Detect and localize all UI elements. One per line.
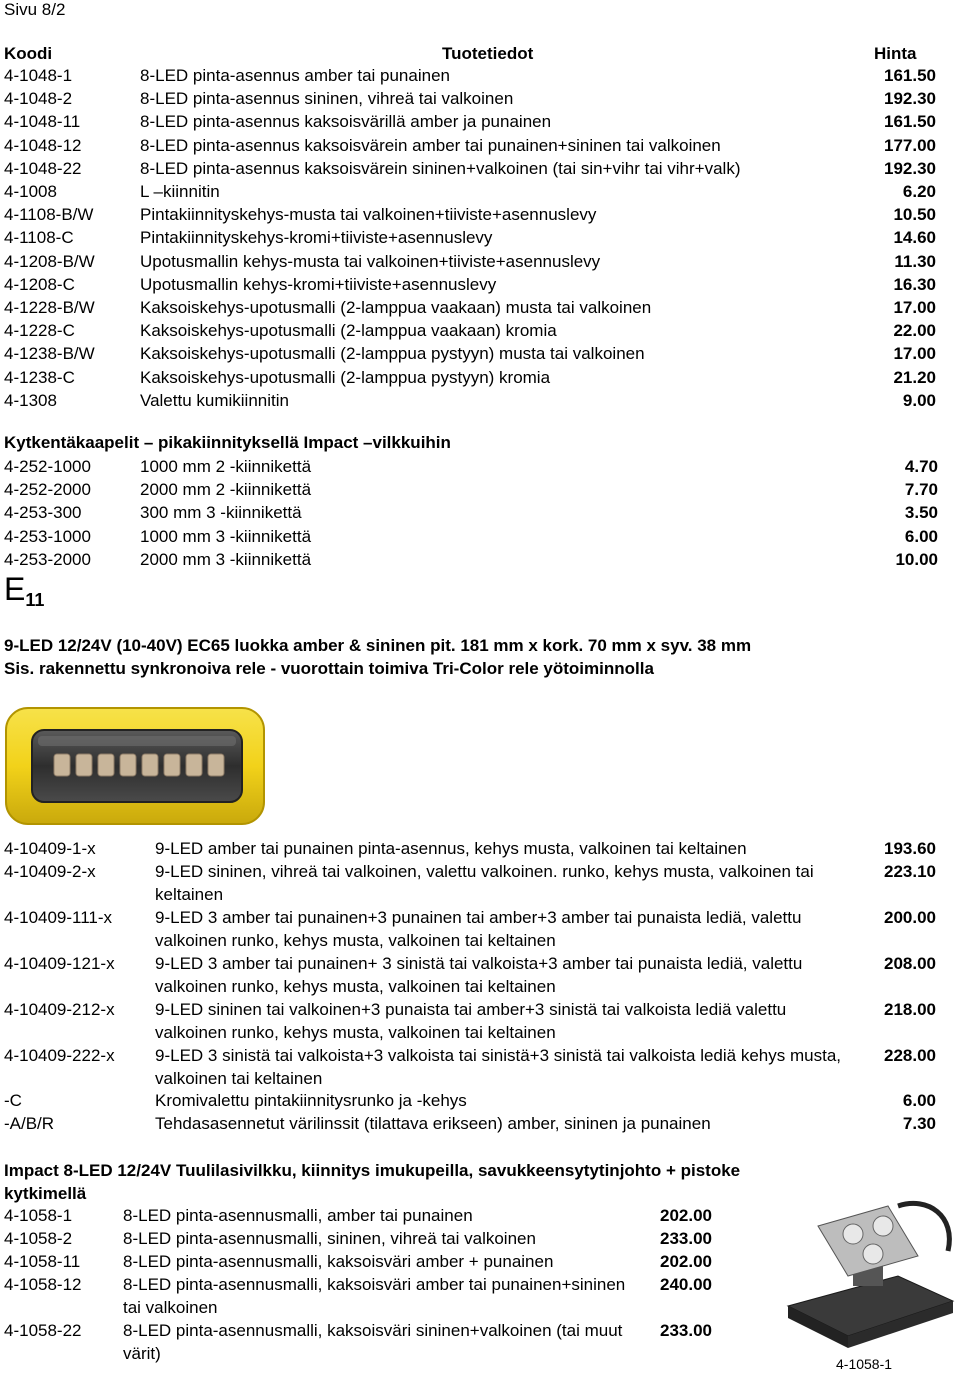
item-description: 1000 mm 3 -kiinnikettä bbox=[140, 526, 312, 546]
item-code: 4-1308 bbox=[4, 390, 57, 410]
item-price: 192.30 bbox=[884, 158, 936, 178]
e11-sub: 11 bbox=[25, 590, 45, 610]
item-description: Kaksoiskehys-upotusmalli (2-lamppua vaakaan) kromia bbox=[140, 321, 557, 341]
item-description: 8-LED pinta-asennusmalli, kaksoisväri amber + punainen bbox=[123, 1252, 554, 1271]
table-row bbox=[0, 548, 960, 571]
item-price: 240.00 bbox=[660, 1275, 712, 1294]
table-row bbox=[0, 134, 960, 157]
item-code: 4-1048-1 bbox=[4, 66, 73, 85]
item-price: 10.00 bbox=[895, 549, 938, 569]
item-description: 9-LED 3 amber tai punainen+3 punainen tai amber+3 amber tai punaista lediä, valettu valkoinen runko, kehys musta, valkoinen tai keltainen bbox=[155, 908, 802, 950]
item-price: 200.00 bbox=[884, 908, 936, 927]
item-price: 17.00 bbox=[893, 298, 936, 317]
item-description: 9-LED 3 sinistä tai valkoista+3 valkoista tai sinistä+3 sinistä tai valkoista lediä kehys musta, valkoinen tai keltainen bbox=[155, 1046, 841, 1088]
item-code: 4-1228-C bbox=[4, 321, 75, 341]
item-price: 161.50 bbox=[884, 66, 936, 85]
item-code: 4-1008 bbox=[4, 182, 57, 201]
item-code: 4-1058-1 bbox=[4, 1206, 73, 1225]
item-description: L –kiinnitin bbox=[140, 182, 220, 201]
item-price: 202.00 bbox=[660, 1206, 712, 1225]
e11-letter: E bbox=[4, 571, 26, 607]
item-price: 202.00 bbox=[660, 1252, 712, 1271]
item-price: 192.30 bbox=[884, 89, 936, 109]
item-code: 4-1048-22 bbox=[4, 158, 82, 178]
page-number: Sivu 8/2 bbox=[4, 0, 66, 19]
item-code: 4-1048-2 bbox=[4, 89, 73, 109]
table-row bbox=[0, 525, 960, 548]
item-description: 8-LED pinta-asennusmalli, sininen, vihreä tai valkoinen bbox=[123, 1229, 536, 1248]
item-price: 218.00 bbox=[884, 1000, 936, 1019]
item-code: 4-1058-11 bbox=[4, 1252, 81, 1271]
item-code: 4-1058-2 bbox=[4, 1229, 73, 1248]
item-description: Upotusmallin kehys-musta tai valkoinen+tiiviste+asennuslevy bbox=[140, 251, 601, 271]
image-caption: 4-1058-1 bbox=[836, 1356, 893, 1372]
item-code: 4-1108-C bbox=[4, 228, 74, 248]
item-code: 4-10409-222-x bbox=[4, 1046, 115, 1065]
header-info: Tuotetiedot bbox=[442, 44, 534, 63]
item-price: 193.60 bbox=[884, 839, 936, 858]
item-code: 4-252-2000 bbox=[4, 480, 91, 500]
item-price: 177.00 bbox=[884, 135, 936, 155]
item-price: 16.30 bbox=[893, 274, 936, 294]
item-price: 228.00 bbox=[884, 1046, 936, 1065]
item-code: 4-1058-12 bbox=[4, 1275, 82, 1294]
item-code: 4-1208-C bbox=[4, 274, 75, 294]
item-description: Valettu kumikiinnitin bbox=[140, 390, 289, 410]
impact-heading: Impact 8-LED 12/24V Tuulilasivilkku, kiinnitys imukupeilla, savukkeensytytinjohto + pistoke kytkimellä bbox=[4, 1161, 741, 1203]
item-code: 4-253-300 bbox=[4, 503, 82, 523]
item-price: 233.00 bbox=[660, 1321, 712, 1340]
item-price: 6.00 bbox=[902, 1091, 936, 1110]
item-code: 4-252-1000 bbox=[4, 457, 91, 476]
item-description: 8-LED pinta-asennus amber tai punainen bbox=[140, 66, 450, 85]
item-description: 9-LED amber tai punainen pinta-asennus, kehys musta, valkoinen tai keltainen bbox=[155, 839, 747, 858]
item-price: 161.50 bbox=[884, 112, 936, 132]
table-row bbox=[0, 342, 960, 365]
section-e11 bbox=[4, 572, 44, 617]
item-description: 8-LED pinta-asennus kaksoisvärillä amber ja punainen bbox=[140, 112, 552, 132]
item-code: 4-1208-B/W bbox=[4, 251, 95, 271]
item-price: 11.30 bbox=[894, 251, 936, 271]
item-code: 4-1058-22 bbox=[4, 1321, 82, 1340]
item-code: 4-10409-1-x bbox=[4, 839, 96, 858]
item-code: 4-1228-B/W bbox=[4, 298, 95, 317]
item-price: 7.70 bbox=[904, 480, 938, 500]
item-price: 9.00 bbox=[902, 390, 936, 410]
item-code: 4-10409-212-x bbox=[4, 1000, 115, 1019]
item-price: 3.50 bbox=[904, 503, 938, 523]
table-row bbox=[0, 157, 960, 180]
table-row bbox=[0, 501, 960, 524]
table-row bbox=[0, 296, 960, 319]
item-price: 17.00 bbox=[893, 344, 936, 364]
led9-heading-line2: Sis. rakennettu synkronoiva rele - vuorottain toimiva Tri-Color rele yötoiminnolla bbox=[4, 659, 654, 678]
item-description: 8-LED pinta-asennus kaksoisvärein amber tai punainen+sininen tai valkoinen bbox=[140, 135, 721, 155]
led9-heading-line1: 9-LED 12/24V (10-40V) EC65 luokka amber & sininen pit. 181 mm x kork. 70 mm x syv. 38 mm bbox=[4, 636, 752, 655]
table-row bbox=[0, 366, 960, 389]
item-description: 9-LED 3 amber tai punainen+ 3 sinistä tai valkoista+3 amber tai punaista lediä, valettu valkoinen runko, kehys musta, valkoinen tai keltainen bbox=[155, 954, 803, 996]
item-code: 4-1048-12 bbox=[4, 135, 82, 155]
item-price: 21.20 bbox=[893, 367, 936, 387]
led-bar-image bbox=[2, 702, 270, 830]
item-code: 4-1238-C bbox=[4, 367, 75, 387]
table-header bbox=[0, 42, 960, 65]
item-price: 14.60 bbox=[893, 228, 936, 248]
header-price: Hinta bbox=[874, 44, 917, 63]
item-description: Kaksoiskehys-upotusmalli (2-lamppua pystyyn) kromia bbox=[140, 367, 551, 387]
item-code: 4-10409-121-x bbox=[4, 954, 115, 973]
item-description: 8-LED pinta-asennusmalli, kaksoisväri amber tai punainen+sininen tai valkoinen bbox=[123, 1275, 626, 1317]
item-price: 6.20 bbox=[902, 182, 936, 201]
table-row bbox=[0, 110, 960, 133]
item-description: 8-LED pinta-asennusmalli, kaksoisväri sininen+valkoinen (tai muut värit) bbox=[123, 1321, 623, 1363]
cables-heading: Kytkentäkaapelit – pikakiinnityksellä Impact –vilkkuihin bbox=[4, 433, 451, 452]
item-price: 22.00 bbox=[893, 321, 936, 341]
table-row bbox=[0, 273, 960, 296]
item-code: 4-253-2000 bbox=[4, 549, 91, 569]
item-description: Kaksoiskehys-upotusmalli (2-lamppua pystyyn) musta tai valkoinen bbox=[140, 344, 645, 364]
table-row bbox=[0, 226, 960, 249]
item-description: 1000 mm 2 -kiinnikettä bbox=[140, 457, 312, 476]
item-description: Pintakiinnityskehys-kromi+tiiviste+asennuslevy bbox=[140, 228, 493, 248]
table-row bbox=[0, 389, 960, 412]
item-description: 2000 mm 2 -kiinnikettä bbox=[140, 480, 312, 500]
item-description: 300 mm 3 -kiinnikettä bbox=[140, 503, 302, 523]
item-price: 6.00 bbox=[904, 526, 938, 546]
item-description: Kaksoiskehys-upotusmalli (2-lamppua vaakaan) musta tai valkoinen bbox=[140, 298, 652, 317]
item-price: 233.00 bbox=[660, 1229, 712, 1248]
windshield-flasher-image bbox=[778, 1196, 958, 1356]
item-description: 8-LED pinta-asennus sininen, vihreä tai valkoinen bbox=[140, 89, 514, 109]
item-code: 4-10409-111-x bbox=[4, 908, 113, 927]
item-description: 9-LED sininen, vihreä tai valkoinen, valettu valkoinen. runko, kehys musta, valkoinen tai keltainen bbox=[155, 862, 814, 904]
item-code: 4-1238-B/W bbox=[4, 344, 95, 364]
header-code: Koodi bbox=[4, 44, 53, 63]
item-code: 4-10409-2-x bbox=[4, 862, 96, 881]
item-price: 4.70 bbox=[904, 457, 938, 476]
table-row bbox=[0, 455, 960, 478]
item-price: 7.30 bbox=[902, 1114, 936, 1133]
table-row bbox=[0, 478, 960, 501]
item-code: -A/B/R bbox=[4, 1114, 55, 1133]
item-description: 8-LED pinta-asennus kaksoisvärein sininen+valkoinen (tai sin+vihr tai vihr+valk) bbox=[140, 158, 741, 178]
table-row bbox=[0, 180, 960, 203]
item-description: Kromivalettu pintakiinnitysrunko ja -kehys bbox=[155, 1091, 467, 1110]
item-description: 9-LED sininen tai valkoinen+3 punaista tai amber+3 sinistä tai valkoista lediä valettu valkoinen runko, kehys musta, valkoinen tai keltainen bbox=[155, 1000, 787, 1042]
table-row bbox=[0, 250, 960, 273]
table-row bbox=[0, 203, 960, 226]
item-code: -C bbox=[4, 1091, 22, 1110]
item-description: Tehdasasennetut värilinssit (tilattava erikseen) amber, sininen ja punainen bbox=[155, 1114, 711, 1133]
table-row bbox=[0, 319, 960, 342]
item-description: Pintakiinnityskehys-musta tai valkoinen+tiiviste+asennuslevy bbox=[140, 205, 597, 225]
table-row bbox=[0, 87, 960, 110]
item-code: 4-1048-11 bbox=[4, 112, 81, 132]
item-code: 4-253-1000 bbox=[4, 526, 91, 546]
item-code: 4-1108-B/W bbox=[4, 205, 94, 225]
item-description: 2000 mm 3 -kiinnikettä bbox=[140, 549, 312, 569]
item-price: 10.50 bbox=[893, 205, 936, 225]
item-price: 223.10 bbox=[884, 862, 936, 881]
table-row bbox=[0, 64, 960, 87]
item-description: 8-LED pinta-asennusmalli, amber tai punainen bbox=[123, 1206, 473, 1225]
item-price: 208.00 bbox=[884, 954, 936, 973]
item-description: Upotusmallin kehys-kromi+tiiviste+asennuslevy bbox=[140, 274, 497, 294]
